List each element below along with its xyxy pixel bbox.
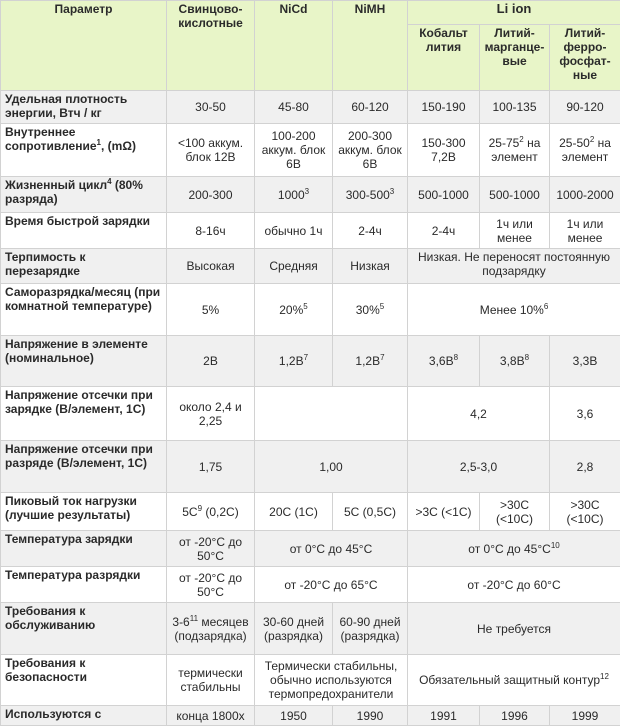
cell-nicd: 45-80 — [255, 91, 333, 124]
cell-ferro: 1999 — [550, 706, 620, 726]
cell-manganese: 1996 — [480, 706, 550, 726]
cell-nimh: 30%$^5$ — [333, 284, 408, 336]
row-label: Терпимость к перезарядке — [1, 249, 167, 284]
cell-lead: 30-50 — [167, 91, 255, 124]
cell-cobalt: >3С (<1С) — [408, 493, 480, 531]
cell-nicd: 20%$^5$ — [255, 284, 333, 336]
cell-nimh: 5С (0,5С) — [333, 493, 408, 531]
cell-nicd: $1,2В^7$ — [255, 336, 333, 387]
cell-manganese: 1ч или менее — [480, 213, 550, 249]
cell-nimh: $1,2В^7$ — [333, 336, 408, 387]
cell-li-ion: от 0°C до $45^\circ C^{10}$ — [408, 531, 620, 567]
cell-nicd-nimh: от -20°C до 65°C — [255, 567, 408, 603]
row-fast-charge — [1, 213, 620, 249]
header-manganese: Литий-марганце-вые — [480, 25, 550, 91]
header-lead-acid: Свинцово-кислотные — [167, 1, 255, 91]
row-label: Напряжение отсечки при разряде (В/элемент, 1С) — [1, 441, 167, 493]
header-parameter: Параметр — [1, 1, 167, 91]
header-ferrophosphate: Литий-ферро-фосфат-ные — [550, 25, 620, 91]
cell-lead: от -20°C до 50°C — [167, 567, 255, 603]
cell-nimh: 200-300 аккум. блок 6В — [333, 124, 408, 177]
cell-manganese: $25-75^2$ на элемент — [480, 124, 550, 177]
cell-li-ion: Не требуется — [408, 603, 620, 655]
row-energy-density — [1, 91, 620, 124]
row-discharge-cutoff — [1, 441, 620, 493]
cell-nicd: обычно 1ч — [255, 213, 333, 249]
cell-lead: около 2,4 и 2,25 — [167, 387, 255, 441]
cell-li-ion: Обязательный защитный контур$^{12}$ — [408, 655, 620, 706]
cell-nicd-nimh: 1,00 — [255, 441, 408, 493]
row-peak-load — [1, 493, 620, 531]
cell-lead: Высокая — [167, 249, 255, 284]
cell-cobalt: 150-190 — [408, 91, 480, 124]
cell-nimh: 60-90 дней (разрядка) — [333, 603, 408, 655]
cell-nimh: 2-4ч — [333, 213, 408, 249]
cell-nicd: 20С (1С) — [255, 493, 333, 531]
row-label: Жизненный цикл$^4$ (80% разряда) — [1, 177, 167, 213]
cell-nicd-nimh: от 0°C до 45°C — [255, 531, 408, 567]
row-used-since — [1, 706, 620, 726]
cell-nicd: 30-60 дней (разрядка) — [255, 603, 333, 655]
cell-cobalt: 500-1000 — [408, 177, 480, 213]
cell-lead: конца 1800х — [167, 706, 255, 726]
cell-lead: 1,75 — [167, 441, 255, 493]
row-internal-resistance — [1, 124, 620, 177]
cell-cobalt: $3,6В^8$ — [408, 336, 480, 387]
cell-cobalt: 150-300 7,2В — [408, 124, 480, 177]
cell-manganese: $3,8В^8$ — [480, 336, 550, 387]
cell-lead: термически стабильны — [167, 655, 255, 706]
row-label: Требования к обслуживанию — [1, 603, 167, 655]
row-charge-temp — [1, 531, 620, 567]
cell-nimh: Низкая — [333, 249, 408, 284]
cell-nicd: 100-200 аккум. блок 6В — [255, 124, 333, 177]
cell-ferro: 90-120 — [550, 91, 620, 124]
row-label: Внутреннее сопротивление$^1$, (mΩ) — [1, 124, 167, 177]
cell-lead: от -20°C до 50°C — [167, 531, 255, 567]
cell-nimh: 1990 — [333, 706, 408, 726]
cell-cobalt-manganese: 2,5-3,0 — [408, 441, 550, 493]
row-discharge-temp — [1, 567, 620, 603]
row-maintenance — [1, 603, 620, 655]
row-cell-voltage — [1, 336, 620, 387]
cell-li-ion: Менее 10%$^6$ — [408, 284, 620, 336]
cell-ferro: >30С (<10С) — [550, 493, 620, 531]
cell-li-ion: от -20°C до 60°C — [408, 567, 620, 603]
row-label: Напряжение в элементе (номинальное) — [1, 336, 167, 387]
cell-manganese: 500-1000 — [480, 177, 550, 213]
row-self-discharge — [1, 284, 620, 336]
row-label: Температура разрядки — [1, 567, 167, 603]
cell-lead: $5С^9$ (0,2С) — [167, 493, 255, 531]
cell-li-ion: Низкая. Не переносят постоянную подзарядку — [408, 249, 620, 284]
header-nimh: NiMH — [333, 1, 408, 91]
cell-nicd: 1950 — [255, 706, 333, 726]
cell-cobalt: 1991 — [408, 706, 480, 726]
row-label: Саморазрядка/месяц (при комнатной температуре) — [1, 284, 167, 336]
row-safety — [1, 655, 620, 706]
header-li-ion: Li ion — [408, 1, 620, 25]
row-label: Пиковый ток нагрузки (лучшие результаты) — [1, 493, 167, 531]
row-label: Температура зарядки — [1, 531, 167, 567]
row-label: Используются с — [1, 706, 167, 726]
cell-lead: 5% — [167, 284, 255, 336]
row-label: Удельная плотность энергии, Втч / кг — [1, 91, 167, 124]
row-cycle-life — [1, 177, 620, 213]
cell-ferro: 2,8 — [550, 441, 620, 493]
header-cobalt: Кобальт лития — [408, 25, 480, 91]
cell-nicd-nimh — [255, 387, 408, 441]
cell-cobalt-manganese: 4,2 — [408, 387, 550, 441]
cell-nicd-nimh: Термически стабильны, обычно используются термопредохранители — [255, 655, 408, 706]
cell-ferro: 1ч или менее — [550, 213, 620, 249]
cell-manganese: >30С (<10С) — [480, 493, 550, 531]
row-label: Требования к безопасности — [1, 655, 167, 706]
cell-ferro: 1000-2000 — [550, 177, 620, 213]
cell-nimh: $300-500^3$ — [333, 177, 408, 213]
cell-manganese: 100-135 — [480, 91, 550, 124]
row-overcharge — [1, 249, 620, 284]
cell-lead: <100 аккум. блок 12В — [167, 124, 255, 177]
header-nicd: NiCd — [255, 1, 333, 91]
cell-ferro: $25-50^2$ на элемент — [550, 124, 620, 177]
cell-nicd: Средняя — [255, 249, 333, 284]
row-label: Время быстрой зарядки — [1, 213, 167, 249]
cell-lead: 200-300 — [167, 177, 255, 213]
cell-lead: 8-16ч — [167, 213, 255, 249]
cell-lead: $3-6^{11}$ месяцев (подзарядка) — [167, 603, 255, 655]
cell-ferro: 3,6 — [550, 387, 620, 441]
cell-ferro: 3,3В — [550, 336, 620, 387]
row-label: Напряжение отсечки при зарядке (В/элемент, 1С) — [1, 387, 167, 441]
cell-nimh: 60-120 — [333, 91, 408, 124]
cell-lead: 2В — [167, 336, 255, 387]
cell-cobalt: 2-4ч — [408, 213, 480, 249]
cell-nicd: 1000$^3$ — [255, 177, 333, 213]
row-charge-cutoff — [1, 387, 620, 441]
